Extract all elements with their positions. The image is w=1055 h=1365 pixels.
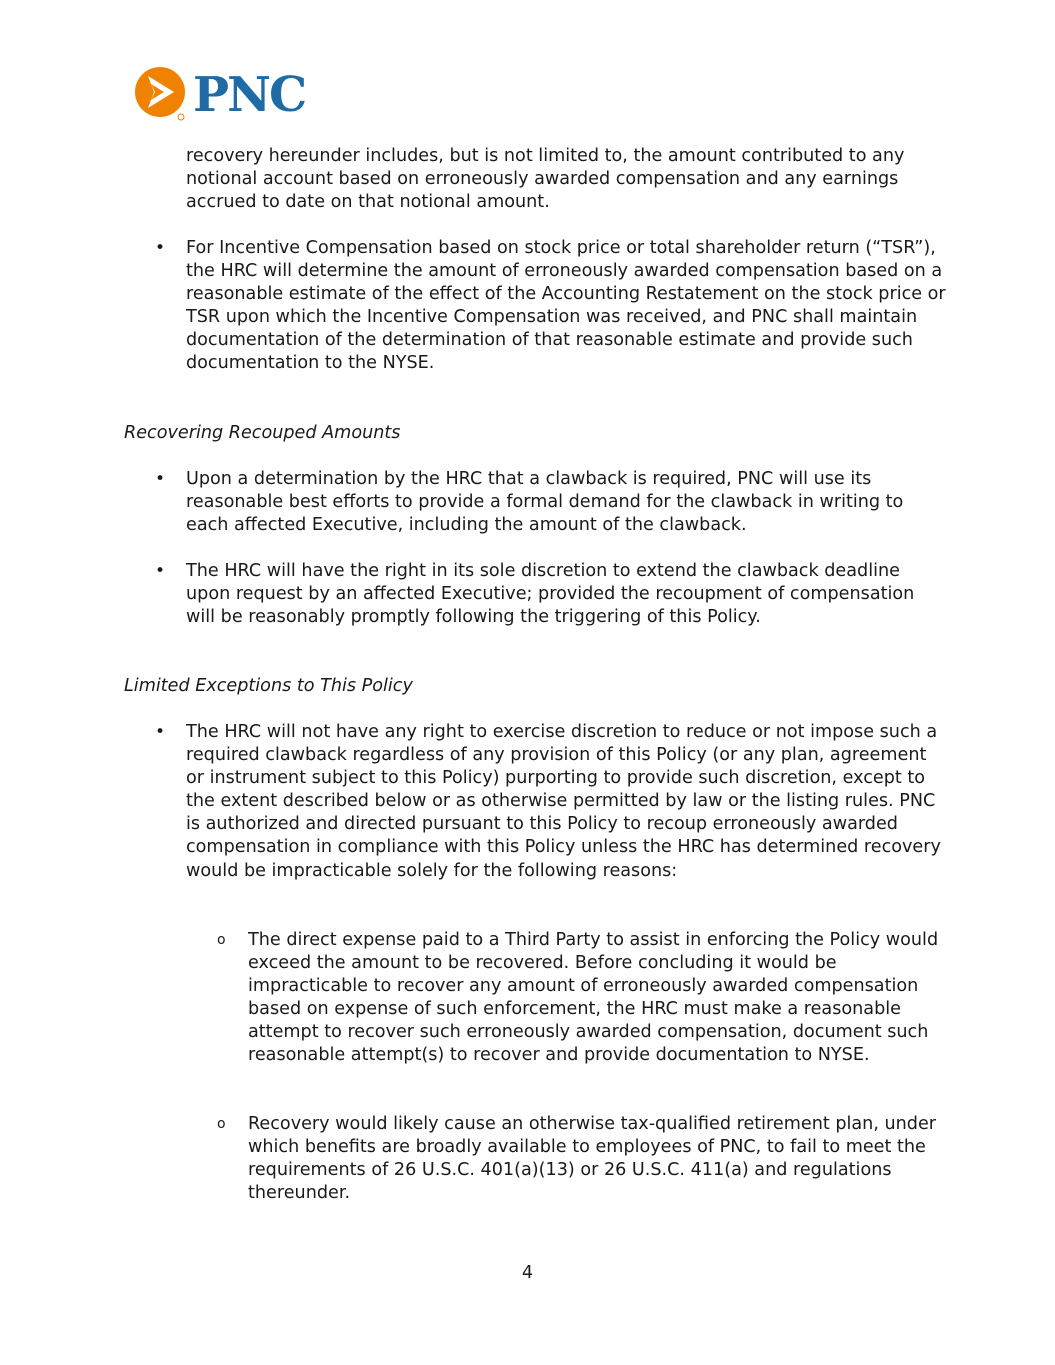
bullet-marker: • (155, 238, 166, 258)
pnc-logo-icon (134, 66, 314, 122)
sub-bullet-marker: o (217, 1116, 226, 1132)
sub-bullet-text-expense: The direct expense paid to a Third Party to assist in enforcing the Policy would exceed the amount to be recovered. Before concluding it would be impracticable to recover any amount of erroneously awarded compensation based on expense of such enforcement, the HRC must make a reasonable attempt to recover such erroneously awarded compensation, document such reasonable attempt(s) to recover and provide documentation to NYSE. (248, 930, 939, 1066)
bullet-marker: • (155, 561, 166, 581)
bullet-text-discretion: The HRC will not have any right to exercise discretion to reduce or not impose such a required clawback regardless of any provision of this Policy (or any plan, agreement or instrument subject to this Policy) purporting to provide such discretion, except to the extent described below or as otherwise permitted by law or the listing rules. PNC is authorized and directed pursuant to this Policy to recoup erroneously awarded compensation in compliance with this Policy unless the HRC has determined recovery would be impracticable solely for the following reasons: (186, 722, 941, 881)
bullet-marker: • (155, 469, 166, 489)
bullet-text-demand: Upon a determination by the HRC that a clawback is required, PNC will use its reasonable best efforts to provide a formal demand for the clawback in writing to each affected Executive, including the amount of the clawback. (186, 469, 904, 536)
bullet-text-tsr: For Incentive Compensation based on stock price or total shareholder return (“TSR”), the HRC will determine the amount of erroneously awarded compensation based on a reasonable estimate of the effect of the Accounting Restatement on the stock price or TSR upon which the Incentive Compensation was received, and PNC shall maintain documentation of the determination of that reasonable estimate and provide such documentation to the NYSE. (186, 238, 946, 374)
bullet-marker: • (155, 722, 166, 742)
page-number: 4 (521, 1263, 534, 1283)
svg-text:PNC: PNC (193, 67, 306, 122)
section-heading-recovering: Recovering Recouped Amounts (124, 423, 401, 443)
sub-bullet-text-retirement: Recovery would likely cause an otherwise tax-qualified retirement plan, under which benefits are broadly available to employees of PNC, to fail to meet the requirements of 26 U.S.C. 401(a)(13) or 26 U.S.C. 411(a) and regulations thereunder. (248, 1114, 937, 1204)
pnc-logo (134, 66, 314, 122)
bullet-text-deadline: The HRC will have the right in its sole discretion to extend the clawback deadline upon request by an affected Executive; provided the recoupment of compensation will be reasonably promptly following the triggering of this Policy. (186, 561, 915, 628)
section-heading-exceptions: Limited Exceptions to This Policy (124, 676, 413, 696)
sub-bullet-marker: o (217, 932, 226, 948)
continued-paragraph: recovery hereunder includes, but is not limited to, the amount contributed to any notional account based on erroneously awarded compensation and any earnings accrued to date on that notional amount. (186, 146, 905, 213)
